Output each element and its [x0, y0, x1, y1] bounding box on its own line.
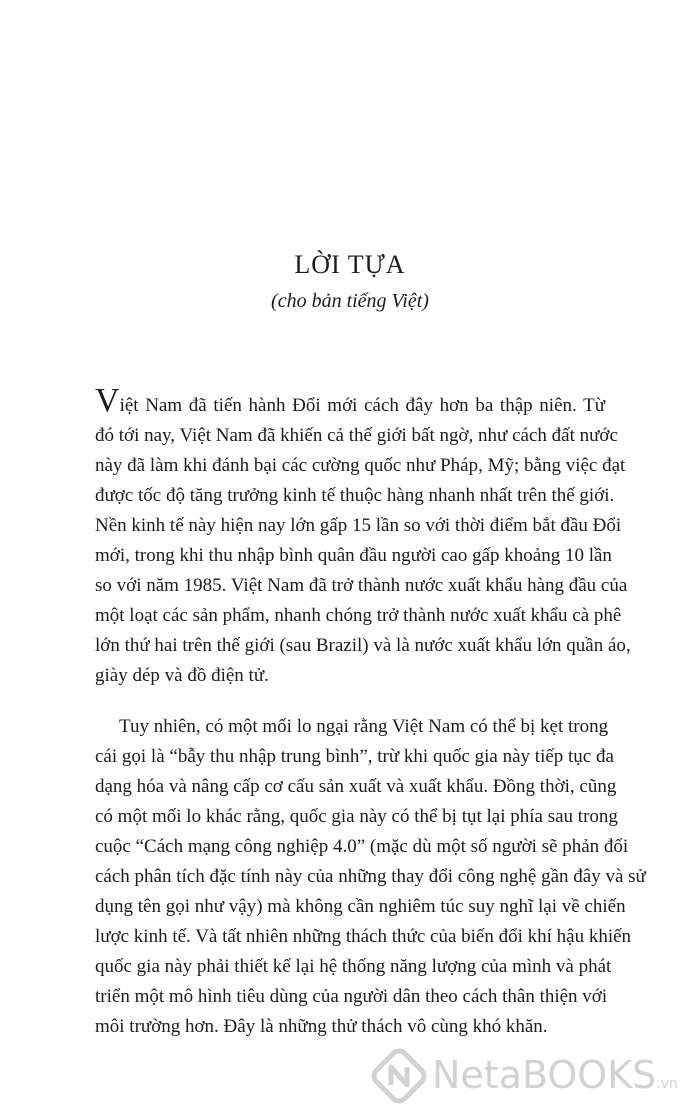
watermark-text: NetaBOOKS.vn — [432, 1053, 678, 1097]
paragraph-line: quốc gia này phải thiết kế lại hệ thống năng lượng của mình và phát — [95, 956, 612, 977]
netabooks-logo-icon — [370, 1047, 428, 1105]
paragraph-line: giày dép và đồ điện tử. — [95, 665, 269, 686]
paragraph-line: có một mối lo khác rằng, quốc gia này có thể bị tụt lại phía sau trong — [95, 806, 618, 827]
paragraph-line: môi trường hơn. Đây là những thử thách vô cùng khó khăn. — [95, 1016, 548, 1037]
paragraph-line: được tốc độ tăng trưởng kinh tế thuộc hàng nhanh nhất trên thế giới. — [95, 485, 615, 506]
watermark-logo — [370, 1047, 690, 1107]
drop-cap: V — [95, 382, 120, 419]
paragraph-line: đó tới nay, Việt Nam đã khiến cả thế giới bất ngờ, như cách đất nước — [95, 425, 618, 446]
paragraph-line: cuộc “Cách mạng công nghiệp 4.0” (mặc dù một số người sẽ phản đối — [95, 836, 629, 857]
paragraph-line: dạng hóa và nâng cấp cơ cấu sản xuất và xuất khẩu. Đồng thời, cũng — [95, 776, 617, 797]
paragraph-line: một loạt các sản phẩm, nhanh chóng trở thành nước xuất khẩu cà phê — [95, 605, 622, 626]
paragraph-line: lược kinh tế. Và tất nhiên những thách thức của biến đổi khí hậu khiến — [95, 926, 632, 947]
paragraph-line: so với năm 1985. Việt Nam đã trở thành nước xuất khẩu hàng đầu của — [95, 575, 628, 596]
paragraph-line: lớn thứ hai trên thế giới (sau Brazil) và là nước xuất khẩu lớn quần áo, — [95, 635, 631, 656]
paragraph-1 — [95, 382, 631, 691]
page-subtitle: (cho bản tiếng Việt) — [271, 290, 429, 312]
paragraph-line: cái gọi là “bẫy thu nhập trung bình”, trừ khi quốc gia này tiếp tục đa — [95, 746, 614, 767]
paragraph-line: Nền kinh tế này hiện nay lớn gấp 15 lần so với thời điểm bắt đầu Đổi — [95, 515, 622, 536]
paragraph-line: triển một mô hình tiêu dùng của người dân theo cách thân thiện với — [95, 986, 608, 1007]
paragraph-line: dụng tên gọi như vậy) mà không cần nghiêm túc suy nghĩ lại về chiến — [95, 896, 626, 917]
paragraph-2 — [95, 712, 646, 1042]
paragraph-line: mới, trong khi thu nhập bình quân đầu người cao gấp khoảng 10 lần — [95, 545, 612, 566]
paragraph-line: Việt Nam đã tiến hành Đổi mới cách đây hơn ba thập niên. Từ — [95, 382, 605, 419]
page-title: LỜI TỰA — [294, 250, 406, 279]
paragraph-line: cách phân tích đặc tính này của những thay đổi công nghệ gần đây và sử — [95, 866, 646, 887]
paragraph-line: Tuy nhiên, có một mối lo ngại rằng Việt Nam có thể bị kẹt trong — [119, 716, 609, 737]
paragraph-line: này đã làm khi đánh bại các cường quốc như Pháp, Mỹ; bằng việc đạt — [95, 455, 626, 476]
